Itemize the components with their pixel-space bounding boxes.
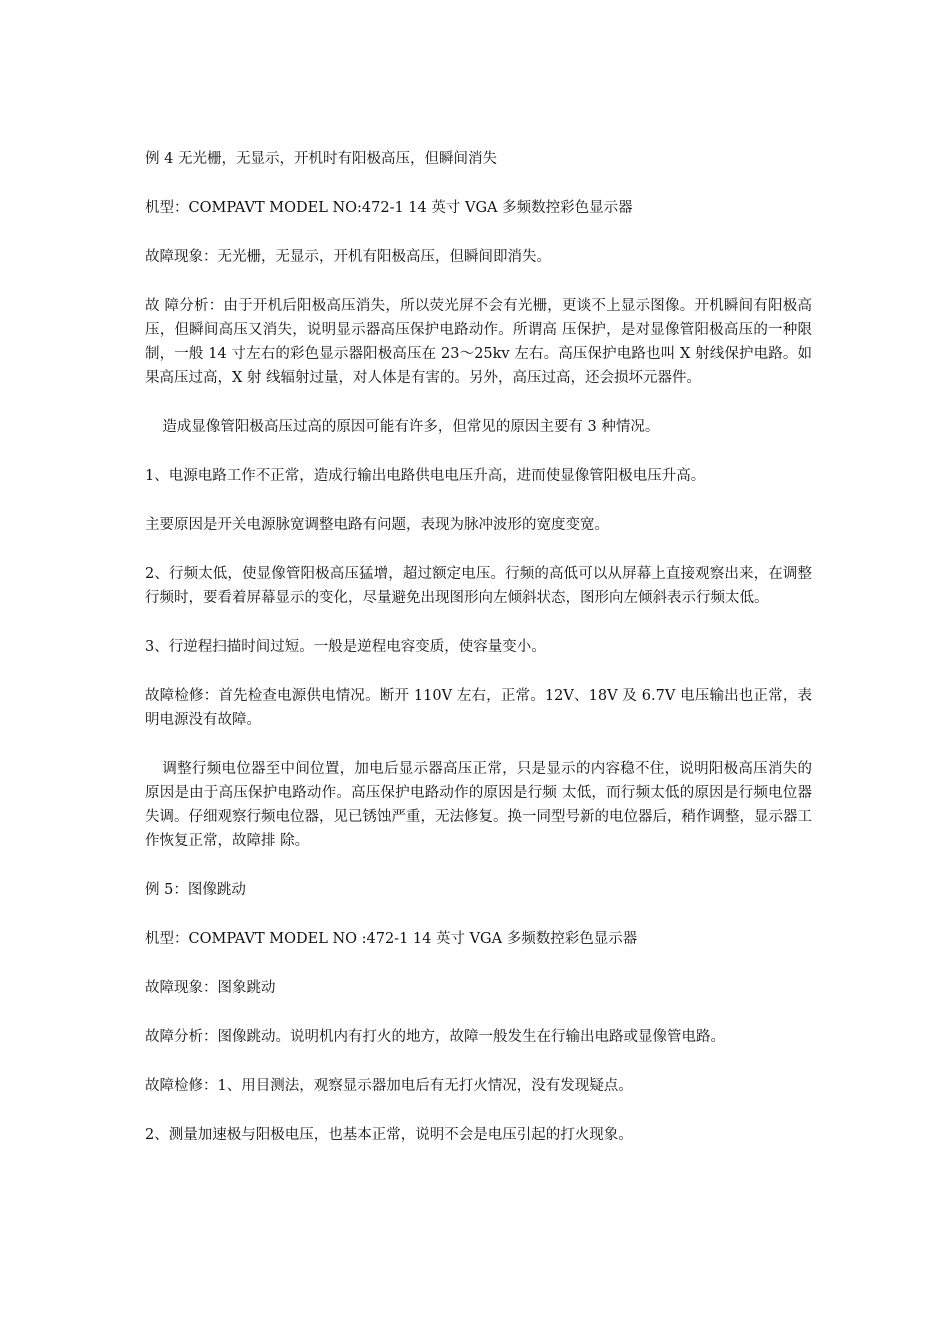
example-4-repair-detail: 调整行频电位器至中间位置，加电后显示器高压正常，只是显示的内容稳不住，说明阳极高压消失的原因是由于高压保护电路动作。高压保护电路动作的原因是行频 太低，而行频太低的原因是行频电位器失调。仔细观察行频电位器，见已锈蚀严重，无法修复。换一同型号新的电位器后，稍作调整，显示器工作恢复正常，故障排 除。 xyxy=(145,761,812,849)
example-4-analysis: 故 障分析：由于开机后阳极高压消失，所以荧光屏不会有光栅，更谈不上显示图像。开机瞬间有阳极高压，但瞬间高压又消失，说明显示器高压保护电路动作。所谓高 压保护，是对显像管阳极高压的一种限制，一般 14 寸左右的彩色显示器阳极高压在 23～25kv 左右。高压保护电路也叫 X 射线保护电路。如果高压过高，X 射 线辐射过量，对人体是有害的。另外，高压过高，还会损坏元器件。 xyxy=(145,298,812,386)
document-body xyxy=(145,147,812,1172)
example-4-repair: 故障检修：首先检查电源供电情况。断开 110V 左右，正常。12V、18V 及 6.7V 电压输出也正常，表明电源没有故障。 xyxy=(145,688,812,728)
example-5-analysis: 故障分析：图像跳动。说明机内有打火的地方，故障一般发生在行输出电路或显像管电路。 xyxy=(145,1029,725,1045)
example-4-cause-1: 1、电源电路工作不正常，造成行输出电路供电电压升高，进而使显像管阳极电压升高。 xyxy=(145,468,706,484)
example-4-causes-intro: 造成显像管阳极高压过高的原因可能有许多，但常见的原因主要有 3 种情况。 xyxy=(162,419,660,435)
example-4-cause-1-detail: 主要原因是开关电源脉宽调整电路有问题，表现为脉冲波形的宽度变宽。 xyxy=(145,517,609,533)
example-5-model: 机型：COMPAVT MODEL NO :472-1 14 英寸 VGA 多频数控彩色显示器 xyxy=(145,931,638,947)
example-5-heading: 例 5：图像跳动 xyxy=(145,882,246,898)
example-4-symptom: 故障现象：无光栅，无显示，开机有阳极高压，但瞬间即消失。 xyxy=(145,249,551,265)
example-5-repair-step-2: 2、测量加速极与阳极电压，也基本正常，说明不会是电压引起的打火现象。 xyxy=(145,1127,633,1143)
example-4-cause-2: 2、行频太低，使显像管阳极高压猛增，超过额定电压。行频的高低可以从屏幕上直接观察出来，在调整行频时，要看着屏幕显示的变化，尽量避免出现图形向左倾斜状态，图形向左倾斜表示行频太低。 xyxy=(145,566,812,606)
example-5-symptom: 故障现象：图象跳动 xyxy=(145,980,276,996)
example-4-model: 机型：COMPAVT MODEL NO:472-1 14 英寸 VGA 多频数控彩色显示器 xyxy=(145,200,633,216)
example-4-heading: 例 4 无光栅，无显示，开机时有阳极高压，但瞬间消失 xyxy=(145,151,497,167)
example-5-repair-step-1: 故障检修：1、用目测法，观察显示器加电后有无打火情况，没有发现疑点。 xyxy=(145,1078,633,1094)
example-4-cause-3: 3、行逆程扫描时间过短。一般是逆程电容变质，使容量变小。 xyxy=(145,639,546,655)
